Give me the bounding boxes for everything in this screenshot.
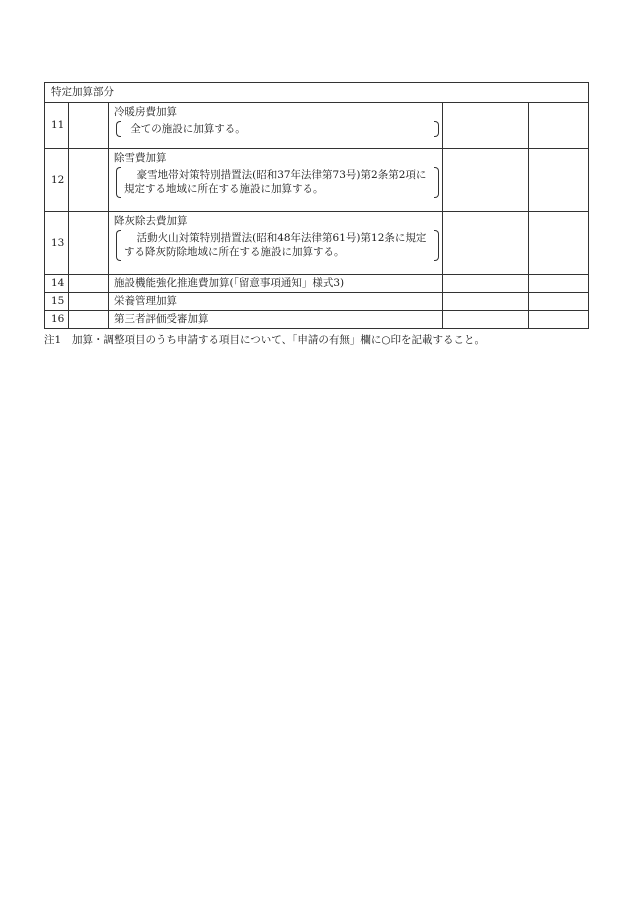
item-title: 第三者評価受審加算 bbox=[109, 311, 443, 329]
table-row bbox=[45, 103, 589, 149]
remarks-cell[interactable] bbox=[529, 103, 589, 149]
blank-cell bbox=[69, 149, 109, 212]
row-number: 12 bbox=[45, 149, 69, 212]
row-number: 16 bbox=[45, 311, 69, 329]
row-number: 13 bbox=[45, 212, 69, 275]
application-cell[interactable] bbox=[443, 311, 529, 329]
item-cell bbox=[109, 212, 443, 275]
application-cell[interactable] bbox=[443, 149, 529, 212]
blank-cell bbox=[69, 311, 109, 329]
footnote bbox=[44, 332, 588, 347]
remarks-cell[interactable] bbox=[529, 293, 589, 311]
bracketed-note bbox=[116, 167, 439, 197]
blank-cell bbox=[69, 103, 109, 149]
application-cell[interactable] bbox=[443, 275, 529, 293]
application-cell[interactable] bbox=[443, 293, 529, 311]
item-detail: 豪雪地帯対策特別措置法(昭和37年法律第73号)第2条第2項に規定する地域に所在する施設に加算する。 bbox=[124, 169, 427, 196]
table-row bbox=[45, 212, 589, 275]
table-row bbox=[45, 293, 589, 311]
table-row bbox=[45, 149, 589, 212]
application-cell[interactable] bbox=[443, 212, 529, 275]
footnote-label: 注1 bbox=[44, 334, 62, 346]
remarks-cell[interactable] bbox=[529, 275, 589, 293]
blank-cell bbox=[69, 293, 109, 311]
application-cell[interactable] bbox=[443, 103, 529, 149]
item-title: 除雪費加算 bbox=[114, 152, 167, 164]
item-detail: 活動火山対策特別措置法(昭和48年法律第61号)第12条に規定する降灰防除地域に所在する施設に加算する。 bbox=[124, 232, 427, 259]
row-number: 14 bbox=[45, 275, 69, 293]
item-title: 栄養管理加算 bbox=[109, 293, 443, 311]
item-title: 冷暖房費加算 bbox=[114, 106, 177, 118]
row-number: 15 bbox=[45, 293, 69, 311]
item-cell bbox=[109, 149, 443, 212]
bracketed-note bbox=[116, 230, 439, 260]
bracketed-note bbox=[116, 121, 439, 137]
footnote-text: 加算・調整項目のうち申請する項目について、「申請の有無」欄に○印を記載すること。 bbox=[72, 334, 485, 346]
item-cell bbox=[109, 103, 443, 149]
item-title: 降灰除去費加算 bbox=[114, 215, 188, 227]
section-header-row bbox=[45, 83, 589, 103]
remarks-cell[interactable] bbox=[529, 311, 589, 329]
remarks-cell[interactable] bbox=[529, 149, 589, 212]
section-header: 特定加算部分 bbox=[45, 83, 589, 103]
additions-table bbox=[44, 82, 589, 329]
blank-cell bbox=[69, 212, 109, 275]
table-row bbox=[45, 311, 589, 329]
row-number: 11 bbox=[45, 103, 69, 149]
document-page bbox=[44, 82, 588, 347]
remarks-cell[interactable] bbox=[529, 212, 589, 275]
blank-cell bbox=[69, 275, 109, 293]
item-detail: 全ての施設に加算する。 bbox=[130, 123, 246, 136]
item-title: 施設機能強化推進費加算(「留意事項通知」様式3) bbox=[109, 275, 443, 293]
table-row bbox=[45, 275, 589, 293]
